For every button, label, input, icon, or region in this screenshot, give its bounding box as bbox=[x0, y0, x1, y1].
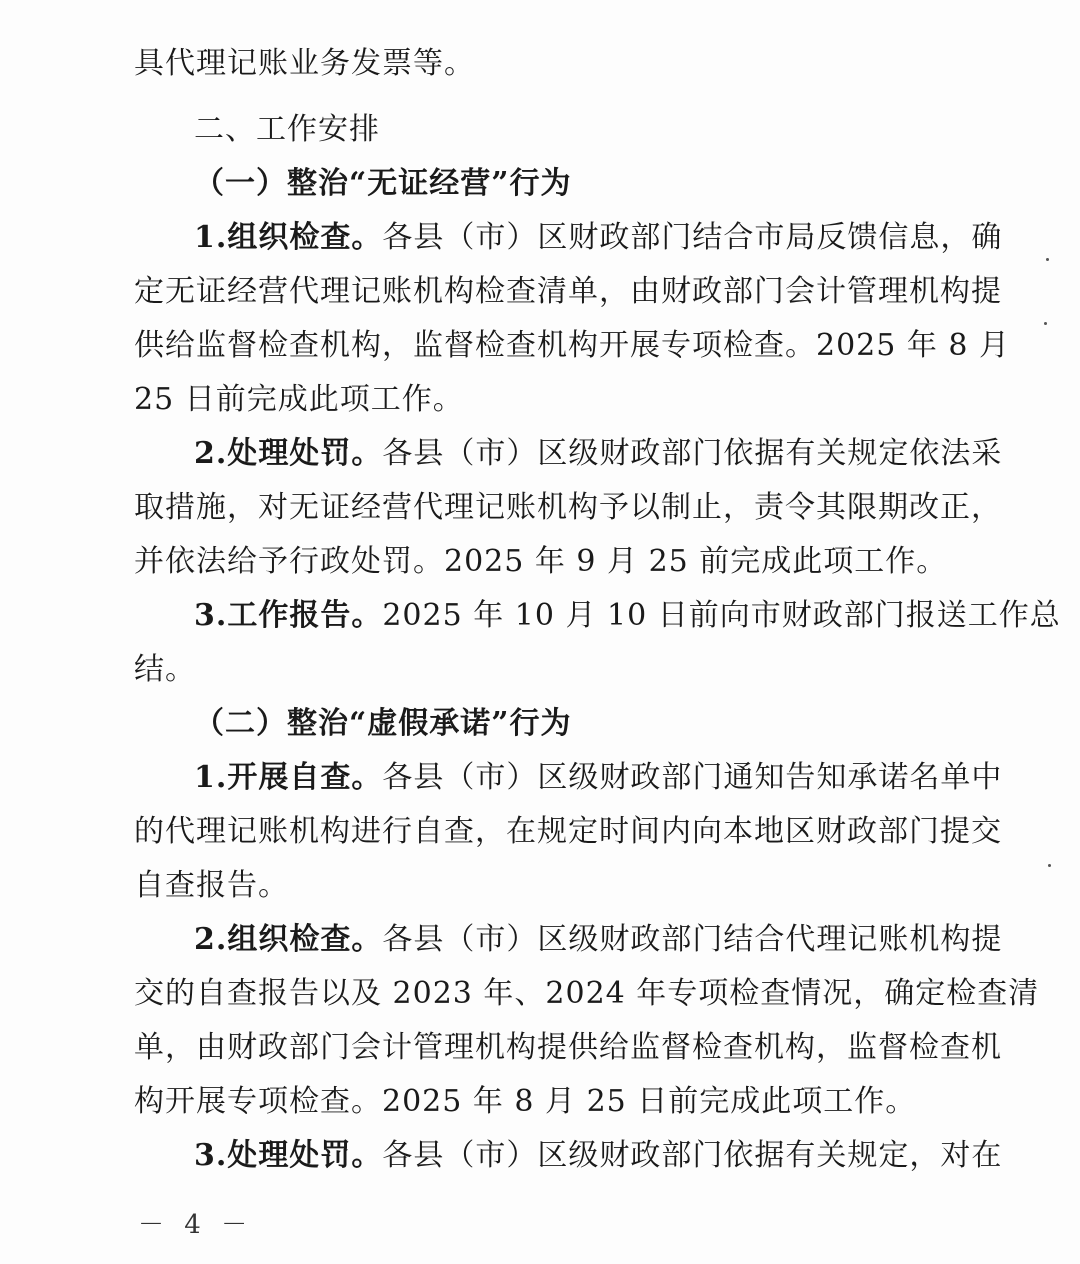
scan-speck bbox=[1048, 864, 1051, 867]
paragraph-line: 取措施，对无证经营代理记账机构予以制止，责令其限期改正， bbox=[134, 490, 1002, 525]
paragraph-line bbox=[194, 1136, 1003, 1176]
paragraph-line: 的代理记账机构进行自查，在规定时间内向本地区财政部门提交 bbox=[134, 814, 1002, 849]
paragraph-line: 交的自查报告以及 2023 年、2024 年专项检查情况，确定检查清 bbox=[134, 976, 1040, 1011]
item-title: 1.组织检查。 bbox=[194, 220, 383, 255]
paragraph-line: 结。 bbox=[134, 652, 196, 687]
scan-speck bbox=[1044, 322, 1047, 325]
item-text: 各县（市）区级财政部门结合代理记账机构提 bbox=[382, 922, 1003, 957]
subsection-heading: （一）整治“无证经营”行为 bbox=[194, 166, 572, 201]
paragraph-line: 并依法给予行政处罚。2025 年 9 月 25 前完成此项工作。 bbox=[134, 544, 948, 579]
item-text: 各县（市）区财政部门结合市局反馈信息，确 bbox=[382, 220, 1003, 255]
item-text: 2025 年 10 月 10 日前向市财政部门报送工作总 bbox=[382, 598, 1061, 633]
paragraph-line: 定无证经营代理记账机构检查清单，由财政部门会计管理机构提 bbox=[134, 274, 1002, 309]
item-title: 3.处理处罚。 bbox=[194, 1138, 383, 1173]
subsection-heading: （二）整治“虚假承诺”行为 bbox=[194, 706, 572, 741]
section-heading: 二、工作安排 bbox=[194, 112, 380, 147]
page-number: － 4 － bbox=[138, 1210, 254, 1240]
paragraph-line: 自查报告。 bbox=[134, 868, 289, 903]
paragraph-line bbox=[194, 218, 1003, 258]
scan-speck bbox=[1046, 258, 1049, 261]
item-title: 3.工作报告。 bbox=[194, 598, 383, 633]
item-text: 各县（市）区级财政部门依据有关规定，对在 bbox=[382, 1138, 1003, 1173]
item-text: 各县（市）区级财政部门通知告知承诺名单中 bbox=[382, 760, 1003, 795]
item-title: 2.处理处罚。 bbox=[194, 436, 383, 471]
paragraph-line: 具代理记账业务发票等。 bbox=[134, 46, 475, 81]
paragraph-line bbox=[194, 596, 1061, 636]
item-title: 2.组织检查。 bbox=[194, 922, 383, 957]
paragraph-line bbox=[194, 758, 1003, 798]
paragraph-line: 供给监督检查机构，监督检查机构开展专项检查。2025 年 8 月 bbox=[134, 328, 1011, 363]
item-text: 各县（市）区级财政部门依据有关规定依法采 bbox=[382, 436, 1003, 471]
item-title: 1.开展自查。 bbox=[194, 760, 383, 795]
paragraph-line bbox=[194, 434, 1003, 474]
paragraph-line: 构开展专项检查。2025 年 8 月 25 日前完成此项工作。 bbox=[134, 1084, 917, 1119]
paragraph-line: 25 日前完成此项工作。 bbox=[134, 382, 464, 417]
paragraph-line bbox=[194, 920, 1003, 960]
paragraph-line: 单，由财政部门会计管理机构提供给监督检查机构，监督检查机 bbox=[134, 1030, 1002, 1065]
